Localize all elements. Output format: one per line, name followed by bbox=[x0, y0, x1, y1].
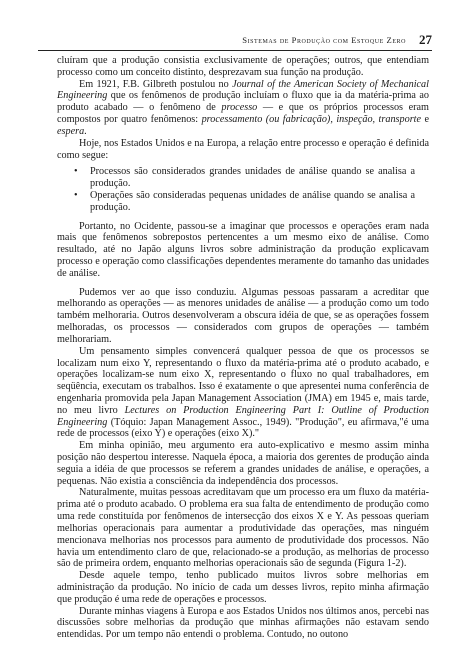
page-number: 27 bbox=[419, 32, 432, 47]
term-processo: processo bbox=[221, 102, 258, 114]
paragraph-8: Naturalmente, muitas pessoas acreditavam que um processo era um fluxo da matéria-prima até o produto acabado. O problema era sua falta de entendimento de produção como uma rede constituída por fenômenos de intersecção dos eixos X e Y. As pessoas queriam melhorias operacionais para aumentar a produtividade das operações, mas ninguém mencionava melhorias nos processos para aumento de produtividade dos processos. Não havia um entendimento claro de que, relacionado-se a produção, as melhorias de processo são de primeira ordem, enquanto melhorias operacionais são de segunda (Figura 1-2). bbox=[57, 487, 429, 570]
phenomena-list: processamento (ou fabricação), inspeção, transporte bbox=[201, 114, 422, 126]
paragraph-7: Em minha opinião, meu argumento era auto-explicativo e mesmo assim minha posição não despertou interesse. Naquela época, a maioria dos gerentes de produção ainda seguia a idéia de que processos se referem a grandes unidades de análise, e operações, a pequenas. Não existia a consciência da independência dos processos. bbox=[57, 440, 429, 487]
list-item bbox=[57, 190, 415, 214]
paragraph-10: Durante minhas viagens à Europa e aos Estados Unidos nos últimos anos, percebi nas discussões sobre melhorias da produção que minhas afirmações não estavam sendo entendidas. Por um tempo não entendi o problema. Contudo, no outono bbox=[57, 605, 429, 641]
p6-text-before: Um pensamento simples convencerá qualquer pessoa de que os processos se localizam num eixo Y, representando o fluxo da matéria-prima até o produto acabado, e operações localizam-se num eixo X, representando o fluxo no qual trabalhadores, em seqüência, executam os trabalhos. Isso é exatamente o que apresentei numa conferência de engenharia promovida pela Japan Management Association (JMA) em 1945 e, mais tarde, no meu livro bbox=[57, 345, 429, 416]
list-item-text: Operações são consideradas pequenas unidades de análise quando se analisa a produção. bbox=[90, 189, 415, 213]
book-title: Lectures on Production Engineering Part I: Outline of Production Engineering bbox=[57, 404, 430, 428]
running-title: Sistemas de Produção com Estoque Zero bbox=[242, 35, 406, 45]
paragraph-3: Hoje, nos Estados Unidos e na Europa, a relação entre processo e operação é definida como segue: bbox=[57, 137, 429, 161]
paragraph-9: Desde aquele tempo, tenho publicado muitos livros sobre melhorias em administração da produção. No início de cada um desses livros, repito minha afirmação que produção é uma rede de operações e processos. bbox=[57, 570, 429, 605]
journal-title: Journal of the American Society of Mechanical Engineering bbox=[57, 78, 429, 102]
p2-conjunction: e bbox=[421, 114, 429, 126]
p2-text-middle2: — e que os próprios processos eram compostos por quatro fenômenos: bbox=[57, 102, 429, 126]
p2-text-middle1: que os fenômenos de produção incluíam o fluxo que ia da matéria-prima ao produto acabado — o fenômeno de bbox=[57, 90, 429, 114]
body-text bbox=[57, 55, 429, 641]
term-espera: espera bbox=[57, 125, 85, 137]
paragraph-5: Pudemos ver ao que isso conduziu. Algumas pessoas passaram a acreditar que melhorando as operações — as menores unidades de análise — a produção como um todo também melhoraria. Outros desenvolveram a obscura idéia de que, se as operações fossem melhoradas, os processos — considerados com grupos de operações — também melhorariam. bbox=[57, 286, 429, 345]
paragraph-4: Portanto, no Ocidente, passou-se a imaginar que processos e operações eram nada mais que fenômenos sobrepostos pertencentes a um mesmo eixo de análise. Como resultado, até no Japão alguns livros sobre administração da produção explicavam processo e operação como classificações dependentes meramente do tamanho das unidades de análise. bbox=[57, 220, 429, 279]
paragraph-6 bbox=[57, 346, 429, 441]
paragraph-1: cluíram que a produção consistia exclusivamente de operações; outros, que entendiam processo como um conceito distinto, desprezavam sua função na produção. bbox=[57, 55, 429, 78]
p2-text-before: Em 1921, F.B. Gilbreth postulou no bbox=[79, 78, 233, 90]
list-item-text: Processos são considerados grandes unidades de análise quando se analisa a produção. bbox=[90, 166, 415, 190]
running-header bbox=[38, 34, 432, 51]
bullet-icon: • bbox=[74, 166, 78, 178]
bullet-icon: • bbox=[74, 189, 78, 201]
p2-text-after: . bbox=[84, 125, 87, 137]
definition-list bbox=[57, 166, 429, 213]
list-item bbox=[57, 166, 415, 190]
p6-text-after: (Tóquio: Japan Management Assoc., 1949). "Produção", eu afirmava,"é uma rede de processos (eixo Y) e operações (eixo X)." bbox=[57, 416, 429, 440]
paragraph-2 bbox=[57, 79, 429, 138]
